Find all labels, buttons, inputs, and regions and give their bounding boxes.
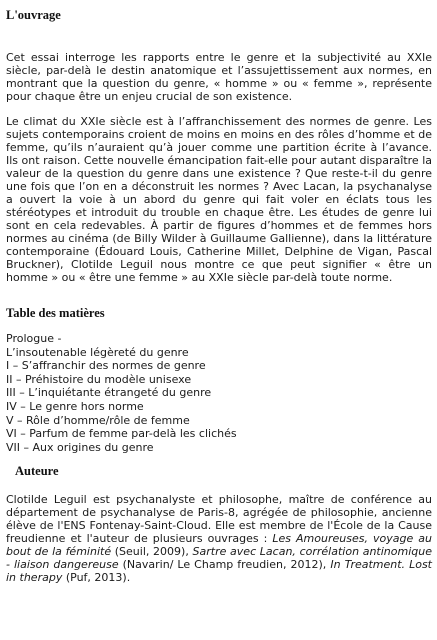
toc-item: Prologue - [6,332,62,345]
author-bio-text: Clotilde Leguil est psychanalyste et philosophe, maître de conférence au département de psychanalyse de Paris-8, agrégée de philosophie, ancienne élève de l'ENS Fontenay-Saint-Cloud. Elle est membre de l'École de la Cause freudienne et l'auteur de plusieurs ouvrages : [6,493,432,546]
toc-item: IV – Le genre hors norme [6,399,144,413]
book-title-3: In Treatment. Lost in therapy [6,558,432,585]
book-publisher-3: (Puf, 2013). [62,571,131,585]
toc-item: VI – Parfum de femme par-delà les clichés [6,427,237,441]
toc-item: L’insoutenable légèreté du genre [6,345,189,359]
summary-paragraph-2: Le climat du XXIe siècle est à l’affranchissement des normes de genre. Les sujets contemporains croient de moins en moins en des rôles d’homme et de femme, qu’ils n’auraient qu’à jouer comme une partition écrite à l’avance. Ils ont raison. Cette nouvelle émancipation fait-elle pour autant disparaître la valeur de la question du genre dans une existence ? Que reste-t-il du genre une fois que l’on en a déconstruit les normes ? Avec Lacan, la psychanalyse a ouvert la voie à un abord du genre qui fait voler en éclats tous les stéréotypes et introduit du trouble en chaque être. Les études de genre lui sont en cela redevables. À partir de figures d’hommes et de femmes hors normes au cinéma (de Billy Wilder à Guillaume Gallienne), dans la littérature contemporaine (Édouard Louis, Catherine Millet, Delphine de Vigan, Pascal Bruckner), Clotilde Leguil nous montre ce que peut signifier « être un homme » ou « être une femme » au XXIe siècle par-delà toute norme. [6,115,432,284]
heading-author: Auteure [15,464,59,479]
toc-item: III – L’inquiétante étrangeté du genre [6,386,212,400]
summary-paragraph-1: Cet essai interroge les rapports entre le genre et la subjectivité au XXIe siècle, par-delà le destin anatomique et l’assujettissement aux normes, en montrant que la question du genre, « homme » ou « femme », représente pour chaque être un enjeu crucial de son existence. [6,51,432,103]
author-bio [6,493,432,584]
book-title-1: Les Amoureuses, voyage au bout de la féminité [6,532,432,559]
heading-table-of-contents: Table des matières [6,306,105,320]
book-publisher-2: (Navarin/ Le Champ freudien, 2012), [118,558,331,572]
table-of-contents-list [6,332,432,454]
toc-item: VII – Aux origines du genre [6,440,154,454]
book-publisher-1: (Seuil, 2009), [111,545,193,559]
toc-item: V – Rôle d’homme/rôle de femme [6,413,190,427]
toc-item: I – S’affranchir des normes de genre [6,359,206,373]
book-title-2: Sartre avec Lacan, corrélation antinomique - liaison dangereuse [6,545,432,572]
book-description-page [6,8,432,584]
heading-ouvrage: L'ouvrage [6,8,61,22]
toc-item: II – Préhistoire du modèle unisexe [6,372,192,386]
